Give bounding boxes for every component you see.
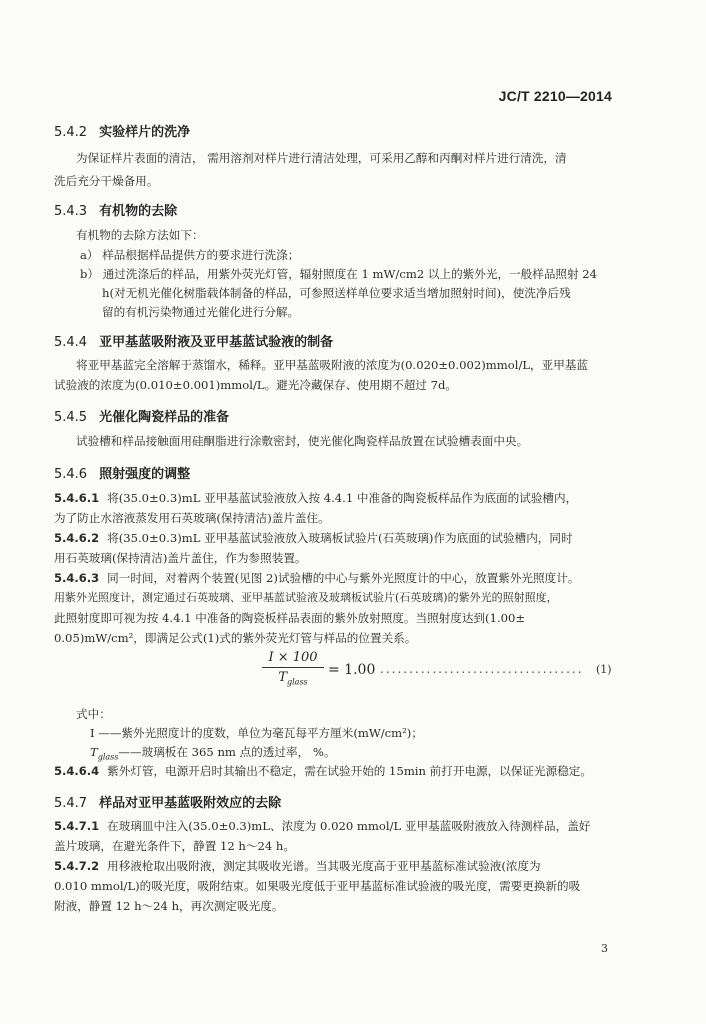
clause-5-4-6-2 — [54, 530, 573, 546]
paragraph-line: 试验液的浓度为(0.010±0.001)mmol/L。避光冷藏保存、使用期不超过 7d。 — [54, 378, 457, 392]
standard-code: JC/T 2210—2014 — [498, 88, 612, 104]
paragraph-line: 将亚甲基蓝完全溶解于蒸馏水，稀释。亚甲基蓝吸附液的浓度为(0.020±0.002)mmol/L，亚甲基蓝 — [76, 358, 589, 372]
formula-denominator: $T_{glass}$ — [278, 670, 308, 687]
paragraph-line: 有机物的去除方法如下： — [76, 228, 204, 242]
clause-text: 紫外灯管，电源开启时其输出不稳定，需在试验开始的 15min 前打开电源，以保证光源稳定。 — [107, 764, 592, 778]
clause-text: 同一时间，对着两个装置(见图 2)试验槽的中心与紫外光照度计的中心，放置紫外光照度计。 — [107, 571, 580, 585]
clause-text: 在玻璃皿中注入(35.0±0.3)mL、浓度为 0.020 mmol/L 亚甲基蓝吸附液放入待测样品，盖好 — [107, 819, 591, 833]
section-title: 亚甲基蓝吸附液及亚甲基蓝试验液的制备 — [99, 335, 334, 350]
clause-5-4-6-4 — [54, 763, 592, 779]
section-number: 5.4.6 — [54, 467, 88, 482]
section-heading-5-4-2 — [54, 121, 190, 140]
formula-equals: = 1.00 — [328, 662, 376, 678]
list-item-b-cont: h(对无机光催化树脂载体制备的样品，可参照送样单位要求适当增加照射时间)，使洗净后残 — [102, 286, 571, 300]
section-number: 5.4.2 — [54, 125, 88, 140]
formula-1 — [262, 650, 622, 698]
section-title: 照射强度的调整 — [99, 467, 191, 482]
section-number: 5.4.5 — [54, 410, 88, 425]
where-intro: 式中： — [76, 707, 111, 721]
formula-leader-dots: ................................... — [380, 662, 584, 676]
section-title: 有机物的去除 — [99, 204, 178, 219]
clause-text: 用移液枪取出吸附液，测定其吸收光谱。当其吸光度高于亚甲基蓝标准试验液(浓度为 — [107, 859, 541, 873]
clause-5-4-7-1 — [54, 818, 590, 834]
clause-5-4-6-1 — [54, 490, 577, 506]
paragraph-line: 0.010 mmol/L)的吸光度，吸附结束。如果吸光度低于亚甲基蓝标准试验液的吸光度，需要更换新的吸 — [54, 879, 581, 893]
clause-5-4-7-2 — [54, 858, 541, 874]
formula-numerator: I × 100 — [268, 650, 318, 665]
section-number: 5.4.4 — [54, 335, 88, 350]
paragraph-line: 用紫外光照度计，测定通过石英玻璃、亚甲基蓝试验液及玻璃板试验片(石英玻璃)的紫外光的照射照度， — [54, 591, 558, 604]
clause-number: 5.4.7.2 — [54, 859, 100, 873]
section-heading-5-4-3 — [54, 200, 177, 219]
fraction-bar — [262, 667, 324, 668]
section-title: 样品对亚甲基蓝吸附效应的去除 — [99, 796, 282, 811]
paragraph-line: 0.05)mW/cm²，即满足公式(1)式的紫外荧光灯管与样品的位置关系。 — [54, 631, 417, 645]
section-number: 5.4.3 — [54, 204, 88, 219]
clause-number: 5.4.6.1 — [54, 491, 100, 505]
paragraph-line: 附液，静置 12 h～24 h，再次测定吸光度。 — [54, 899, 284, 913]
section-title: 实验样片的洗净 — [99, 125, 191, 140]
equation-number: (1) — [596, 663, 612, 676]
paragraph-line: 为保证样片表面的清洁， 需用溶剂对样片进行清洁处理，可采用乙醇和丙酮对样片进行清洗，清 — [76, 151, 567, 165]
clause-number: 5.4.6.4 — [54, 764, 100, 778]
where-item-tglass: $T_{glass}——$玻璃板在 365 nm 点的透过率， %。 — [90, 745, 336, 762]
section-heading-5-4-5 — [54, 406, 229, 425]
section-heading-5-4-6 — [54, 463, 190, 482]
clause-number: 5.4.6.3 — [54, 571, 100, 585]
formula-fraction — [262, 650, 324, 687]
where-item-i: I ——紫外光照度计的度数，单位为毫瓦每平方厘米(mW/cm²)； — [90, 726, 423, 740]
clause-number: 5.4.6.2 — [54, 531, 100, 545]
paragraph-line: 用石英玻璃(保持清洁)盖片盖住，作为参照装置。 — [54, 551, 307, 565]
section-number: 5.4.7 — [54, 796, 88, 811]
list-item-b-cont: 留的有机污染物通过光催化进行分解。 — [102, 305, 300, 319]
section-heading-5-4-7 — [54, 792, 281, 811]
clause-number: 5.4.7.1 — [54, 819, 100, 833]
paragraph-line: 盖片玻璃，在避光条件下，静置 12 h～24 h。 — [54, 839, 295, 853]
page-number: 3 — [601, 942, 608, 955]
paragraph-line: 试验槽和样品接触面用硅酮脂进行涂敷密封，使光催化陶瓷样品放置在试验槽表面中央。 — [76, 434, 529, 448]
clause-text: 将(35.0±0.3)mL 亚甲基蓝试验液放入按 4.4.1 中准备的陶瓷板样品作为底面的试验槽内， — [107, 491, 578, 505]
list-item-a: a） 样品根据样品提供方的要求进行洗涤； — [80, 248, 300, 262]
section-heading-5-4-4 — [54, 331, 333, 350]
paragraph-line: 此照射度即可视为按 4.4.1 中准备的陶瓷板样品表面的紫外放射照度。当照射度达到(1.00± — [54, 611, 526, 625]
clause-5-4-6-3 — [54, 570, 579, 586]
list-item-b: b） 通过洗涤后的样品，用紫外荧光灯管，辐射照度在 1 mW/cm2 以上的紫外光，一般样品照射 24 — [80, 267, 598, 281]
paragraph-line: 洗后充分干燥备用。 — [54, 174, 159, 188]
clause-text: 将(35.0±0.3)mL 亚甲基蓝试验液放入玻璃板试验片(石英玻璃)作为底面的试验槽内，同时 — [107, 531, 573, 545]
section-title: 光催化陶瓷样品的准备 — [99, 410, 230, 425]
paragraph-line: 为了防止水溶液蒸发用石英玻璃(保持清洁)盖片盖住。 — [54, 511, 330, 525]
